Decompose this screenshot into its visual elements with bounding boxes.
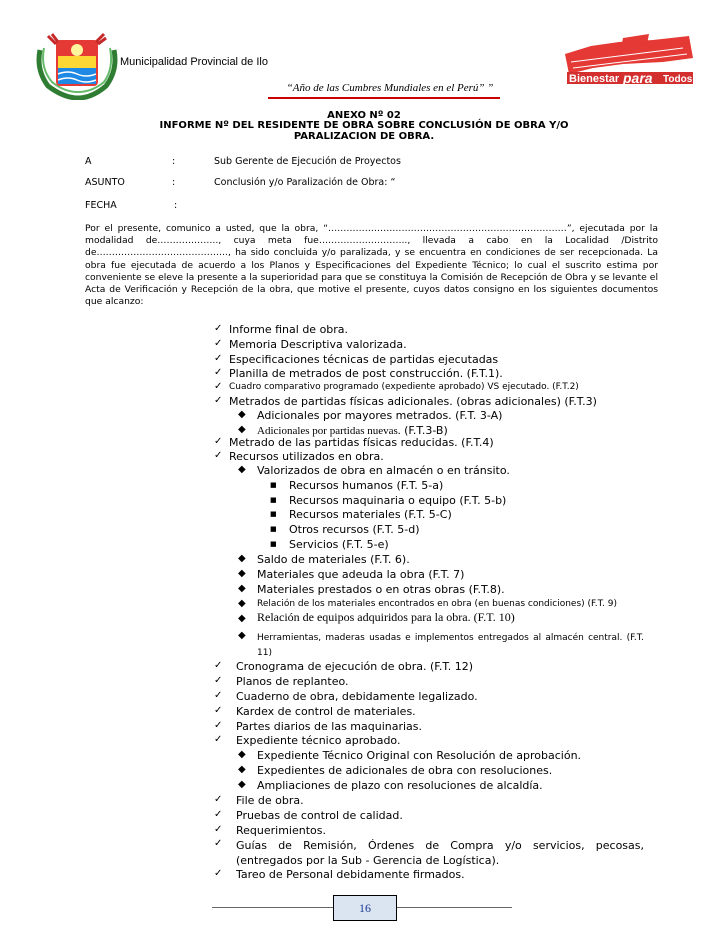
report-title-line2: PARALIZACION DE OBRA.: [293, 131, 435, 142]
report-title-line1: INFORME Nº DEL RESIDENTE DE OBRA SOBRE CONCLUSIÓN DE OBRA Y/O: [159, 120, 569, 131]
check-icon: ✓: [214, 675, 223, 686]
square-bullet-icon: ■: [270, 540, 277, 548]
diamond-icon: ◆: [238, 749, 246, 760]
header-divider: [268, 97, 500, 99]
municipality-name: Municipalidad Provincial de Ilo: [120, 56, 268, 68]
diamond-icon: ◆: [238, 598, 246, 609]
check-icon: ✓: [214, 838, 223, 849]
annex-title: ANEXO Nº 02: [327, 110, 401, 121]
check-icon: ✓: [214, 705, 223, 716]
check-icon: ✓: [214, 809, 223, 820]
diamond-icon: ◆: [238, 583, 246, 594]
square-bullet-icon: ■: [270, 481, 277, 489]
year-motto: “Año de las Cumbres Mundiales en el Perú” ”: [286, 82, 494, 94]
diamond-icon: ◆: [238, 464, 246, 475]
list-item: ◆ Herramientas, maderas usadas e implementos entregados al almacén central. (F.T. 11): [238, 630, 644, 658]
check-icon: ✓: [214, 381, 223, 392]
check-icon: ✓: [214, 436, 223, 447]
check-icon: ✓: [214, 824, 223, 835]
check-icon: ✓: [214, 323, 223, 334]
diamond-icon: ◆: [238, 553, 246, 564]
diamond-icon: ◆: [238, 613, 246, 624]
diamond-icon: ◆: [238, 424, 246, 435]
check-icon: ✓: [214, 367, 223, 378]
list-item: ✓ Guías de Remisión, Órdenes de Compra y/o servicios, pecosas, (entregados por la Sub - Gerencia de Logística).: [214, 838, 644, 867]
svg-text:para: para: [623, 70, 653, 86]
check-icon: ✓: [214, 338, 223, 349]
check-icon: ✓: [214, 794, 223, 805]
to-label: A: [85, 156, 92, 167]
svg-text:Bienestar: Bienestar: [569, 73, 620, 85]
diamond-icon: ◆: [238, 630, 246, 641]
body-paragraph: Por el presente, comunico a usted, que la obra, “……………………………………………………………………”, ejecutada por la modalidad de……………….., cuya meta fue……………………….., llevada a cabo en la Localidad /Distrito de……………………………………., ha sido concluida y/o paralizada, y se encuentra en condiciones de ser recepcionada. La obra fue ejecutada de acuerdo a los Planos y Especificaciones del Expediente Técnico; lo cual el suscrito estima por conveniente se eleve la presente a la superioridad para que se constituya la Comisión de Recepción de Obra y se levante el Acta de Verificación y Recepción de la obra, que motive el presente, cuyos datos consigno en los siguientes documentos que alcanzo:: [85, 223, 658, 308]
bienestar-para-todos-logo: [563, 32, 695, 94]
subject-colon: :: [172, 177, 176, 188]
square-bullet-icon: ■: [270, 496, 277, 504]
date-label: FECHA: [85, 200, 117, 211]
subject-label: ASUNTO: [85, 177, 125, 188]
svg-text:Todos: Todos: [663, 74, 693, 85]
check-icon: ✓: [214, 734, 223, 745]
check-icon: ✓: [214, 660, 223, 671]
diamond-icon: ◆: [238, 409, 246, 420]
date-colon: :: [174, 200, 178, 211]
check-icon: ✓: [214, 395, 223, 406]
diamond-icon: ◆: [238, 779, 246, 790]
check-icon: ✓: [214, 868, 223, 879]
page-number: 16: [333, 895, 397, 921]
to-value: Sub Gerente de Ejecución de Proyectos: [214, 156, 401, 167]
diamond-icon: ◆: [238, 568, 246, 579]
square-bullet-icon: ■: [270, 510, 277, 518]
square-bullet-icon: ■: [270, 525, 277, 533]
check-icon: ✓: [214, 690, 223, 701]
check-icon: ✓: [214, 450, 223, 461]
to-colon: :: [172, 156, 176, 167]
check-icon: ✓: [214, 720, 223, 731]
diamond-icon: ◆: [238, 764, 246, 775]
subject-value: Conclusión y/o Paralización de Obra: “: [214, 177, 396, 188]
check-icon: ✓: [214, 353, 223, 364]
